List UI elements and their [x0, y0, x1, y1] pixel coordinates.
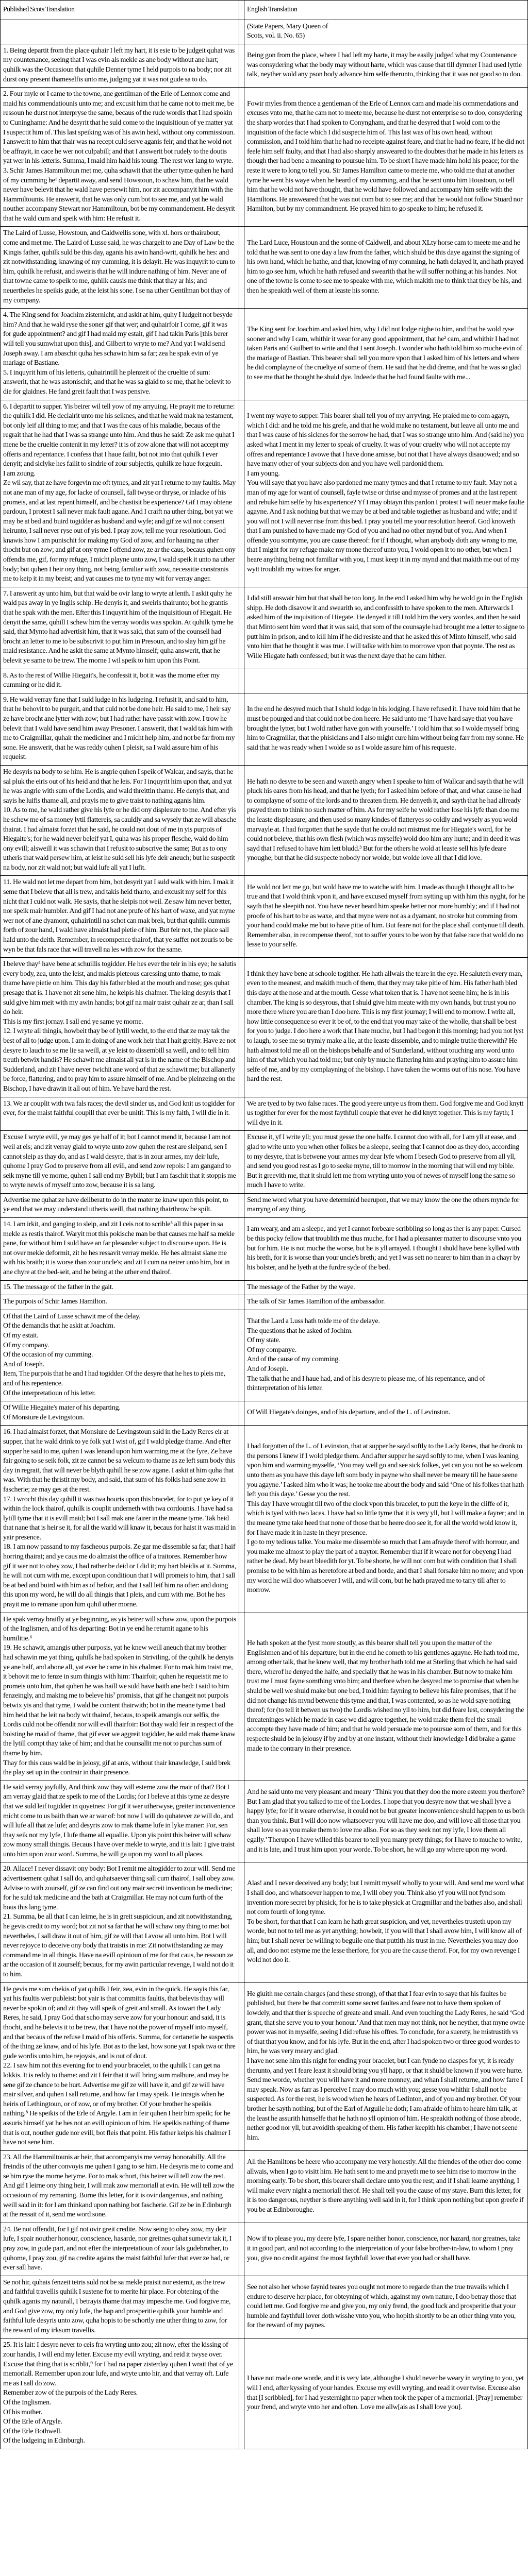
column-separator	[239, 1862, 244, 1982]
english-paragraph: I go to my tedious talke. You make me dissemble so much that I am afrayde therof with horrour, and you make me almost to play the part of a traytor. Remember that if it weare not for obeyeng I had rather be dead. My heart bleedith for yt. To be shorte, he will not com but with condition that I shall promise to be with him as heretofore at bed and borde, and that I shall forsake him no more; and vpon my word he will doo whatsoever I will, and will com, but he hath prayed me to tarry till after to morrow.	[247, 1538, 523, 1595]
english-cell	[244, 1193, 528, 1217]
english-paragraph: The talk that he and I haue had, and of his desyre to please me, of his repentance, and of thinterpretation of his letter.	[247, 1375, 485, 1393]
table-row	[1, 958, 528, 1097]
scots-paragraph: Of the Erle of Argyle.	[3, 2418, 62, 2426]
scots-paragraph: And of Joseph.	[3, 1360, 44, 1368]
scots-paragraph: He gevis me sum chekis of yat quhilk I feir, zea, evin in the quick. He sayis this far, yat his faultis wer publeist: bot yair is that committis faultis, that belevis thay will never be spokin of; and zit thay will speik of greit and small. As towart the Lady Reres, he said, I pray God that scho may serve zow for your honour: and said, it is thocht, and he belevis it to be trew, that I have not the power of myself into myself, and that becaus of the refuse I maid of his offeris. Summa, for certanetie he suspectis of the thing ze knaw, and of his lyfe. Bot as to the last, how sone yat I spak twa or thre gude wordis unto him, he rejoysis, and is out of dout.	[3, 1985, 236, 2060]
scots-paragraph: 16. I had almaist forzet, that Monsiure de Levingstoun said in the Lady Reres eir at supper, that he wald drink to ye folk yat I wist of, gif I wald pledge thame. And efter supper he said to me, quhen I was lenand upon him warming me at the fyre, Ze have fair going to se seik folk, zit ze cannot be sa welcum to thame as ze left sum body this day in regrait, that will never be blyth quhill he se zow agane. I askit at him quha that was. With that he thristit my body, and said, that sum of his folkis had sene zow in fascherie; ze may ges at the rest.	[3, 1428, 235, 1494]
scots-paragraph: 4. The King send for Joachim zisternicht, and askit at him, quhy I ludgeit not besyde him? And that he wald ryse the soner gif that wer; and quhairfoir I come, gif it was for gude appointment? and gif I had maid my estait, gif I had takin Paris [this berer will tell you sumwhat upon this], and Gilbert to wryte to me? And yat I wald send Joseph away. I am abaschit quha hes schawin him sa far; zea he spak evin of ye mariage of Bastiane.	[3, 311, 233, 367]
scots-paragraph: Of the Inglismen.	[3, 2398, 52, 2406]
scots-paragraph: Of the Erle Bothwell.	[3, 2427, 62, 2435]
scots-cell	[1, 1781, 239, 1862]
table-row	[1, 876, 528, 958]
english-cell	[244, 1097, 528, 1131]
table-row	[1, 1401, 528, 1426]
english-cell	[244, 309, 528, 400]
scots-paragraph: Thay for this caus wald be in jelosy, gif at anis, without thair knawledge, I suld brek the play set up in the contrair in thair presence.	[3, 1759, 230, 1777]
column-separator	[239, 1, 244, 20]
scots-paragraph: 25. It is lait: I desyre never to ceis fra wryting unto zou; zit now, efter the kissing of zour handis, I will end my letter. Excuse my evill wryting, and reid it twyse over. Excuse that thing that is scriblit,⁹ for I had na paper zisterday quhen I wrait that of ye memoriall. Remember upon zour lufe, and wryte unto hir, and that verray oft. Lufe me as I sall do zow.	[3, 2341, 233, 2387]
scots-cell	[1, 2338, 239, 2449]
table-row	[1, 1280, 528, 1295]
english-cell	[244, 2276, 528, 2338]
english-paragraph: The message of the Father by the waye.	[247, 1283, 355, 1291]
english-paragraph: The King sent for Joachim and asked him, why I did not lodge nighe to him, and that he wold ryse sooner and why I cam, whithir it wear for any good appointment, that he² cam, and whithir I had not taken Paris and Guilbert to write and that I sent Joseph. I wonder who hath told him so muche evin of the mariage of Bastian. This bearer shall tell you more vpon that I asked him of his letters and where he did complayne of the crueltye of some of them. He said that he did dreme, and that he was so glad to see me that he thought he shuld dye. Indeede that he had found faulte with me...	[247, 326, 522, 382]
scots-paragraph: Of the demandis that he askit at Joachim.	[3, 1322, 116, 1330]
column-separator	[239, 88, 244, 227]
scots-paragraph: Of the interpretatioun of his letter.	[3, 1389, 96, 1397]
table-row	[1, 1295, 528, 1310]
scots-cell	[1, 2276, 239, 2338]
scots-cell	[1, 400, 239, 587]
table-row	[1, 1781, 528, 1862]
scots-paragraph: 17. I wrocht this day quhill it was twa houris upon this bracelet, for to put ye key of it within the lock thairof, quhilk is couplit underneth with twa cordounis. I have had sa lytill tyme that it is evill maid; bot I sall mak ane fairer in the meane tyme. Tak heid that nane that is heir se it, for all the warld will knaw it, becaus for haist it was maid in yair presence.	[3, 1495, 236, 1541]
english-paragraph: He hath no desyre to be seen and waxeth angry when I speake to him of Wallcar and sayth that he will pluck his eares from his head, and that he lyeth; for I asked him before of that, and what cause he had to complayne of some of the lords and to threaten them. He denyeth it, and sayth that he had allready prayed them to think no such matter of him. As for my selfe he wold rather lose his lyfe than doo me the leaste displeasure; and then used so many kindes of flatteryes so coldly and wysely as you wold marvayle at. I had forgotten that he sayde that he could not mistrust me for Hiegate's word, for he could not beleve, that his own flesh (which was myselfe) wold doo him any hurte; and in deed it was sayd that I refused to have him lett bludd.³ But for the others he wold at leaste sell his lyfe deare ynoughe; but that he did suspecte nobody nor wolde, but wolde love all that I did love.	[247, 777, 524, 862]
scots-paragraph: Of my estait.	[3, 1332, 39, 1340]
scots-paragraph: 7. I answerit ay unto him, but that wald be ovir lang to wryte at lenth. I askit quhy he wald pas away in ye Inglis schip. He denyis it, and sweiris thairunto; bot he grantis that he spak with the men. Efter this I inquyrit him of the inquisitioun of Hiegait. He denyit the same, quhill I schew him the verray wordis was spokin. At quhilk tyme he said, that Mynto had advertisit him, that it was said, that sum of the counsell had brocht an letter to me to be subscrivit to put him in Presoun, and to slay him gif he maid resistance. And he askit the same at Mynto himself; quha answerit, that he belevit ye same to be trew. The morne I wil speik to him upon this Point.	[3, 589, 234, 665]
english-cell	[244, 227, 528, 309]
scots-cell	[1, 1218, 239, 1281]
english-cell	[244, 1310, 528, 1401]
english-paragraph: The questions that he asked of Jochim.	[247, 1327, 353, 1335]
column-separator	[239, 2223, 244, 2276]
scots-cell	[1, 693, 239, 765]
scots-paragraph: 12. I wryte all thingis, howbeit thay be of lytill wecht, to the end that ze may tak the best of all to judge upon. I am in doing of ane work heir that I hait greitly. Have ze not desyre to lauch to se me lie sa weill, at ye leist to dissembill sa weill, and to tell him treuth betwix handis? He schawit me almaist all yat is in the name of the Bischop and Sudderland, and zit I have never twichit ane word of that ze schawit me; but allanerly be force, flattering, and to pray him to assure himself of me. And be pleinzeing on the Bischop, I have drawin it all out of him. Ye have hard the rest.	[3, 1027, 236, 1093]
english-cell	[244, 1295, 528, 1310]
scots-cell	[1, 1401, 239, 1426]
scots-paragraph: Of that the Laird of Lusse schawit me of the delay.	[3, 1312, 141, 1320]
scots-paragraph: Excuse I wryte evill, ye may ges ye half of it; bot I cannot mend it, because I am not weil at eis; and zit verray glaid to wryte unto zow quhen the rest are sleipand, sen I cannot sleip as thay do, and as I wald desyre, that is in zour armes, my deir lufe, quhome I pray God to preserve from all evill, and send zow repois: I am gangand to seik myne till ye morne, quhen I sall end my Bybill; but I am faschit that it stoppis me to wryte newis of myself unto zow, because it is sa lang.	[3, 1133, 236, 1190]
scots-paragraph: Item, The purpois that he and I had togidder. Of the desyre that he hes to pleis me, and of his repentence.	[3, 1370, 225, 1387]
scots-cell	[1, 1131, 239, 1194]
column-separator	[239, 1781, 244, 1862]
column-separator	[239, 1401, 244, 1426]
english-paragraph: He wold not lett me go, but wold have me to watche with him. I made as though I thought all to be true and that I wold think vpon it, and have excused myself from sytting up with him this nyght, for he sayth that he sleepith not. You have never heard him speake better nor more humbly; and if I had not proofe of his hart to be as waxe, and that myne were not as a dyamant, no stroke but comming from your hand could make me but to have pitie of him. But feare not for the place shall contynue till death. Remember also, in recompense therof, not to suffer yours to be won by that false race that wold do no lesse to your selfe.	[247, 883, 525, 949]
english-paragraph: I did still answair him but that shall be too long. In the end I asked him why he wold go in the English shipp. He doth disavow it and swearith so, and confessith to have spoken to the men. Afterwards I asked him of the inquisition of Hiegate. He denyed it till I told him the very wordes, and then he said that Minto sent him word that it was said, that som of the counsayle had brought me a letter to signe to putt him in prison, and to kill him if he did resiste and that he asked this of Minto himself, who said vnto him that he thought it was true. I will talke with him to morrowe vpon that poynte. The rest as Wille Hiegate hath confessed; but it was the next daye that he cam hither.	[247, 595, 525, 660]
scots-paragraph: 19. He schawit, amangis uther purposis, yat he knew weill aneuch that my brother had schawin me yat thing, quhilk he had spoken in Striviling, of the quhilk he denyis ye ane half, and abone all, yat ever he came in his chalmer. For to mak him traist me, it behovit me to fenze in sum thingis with him: Thairfoir, quhen he requeistit me to promeis unto him, that quhen he was haill we suld have baith ane bed: I said to him fenzeingly, and making me to beleve his⁷ promisis, that gif he changeit not purpois betwix yis and that tyme, I wald be content thairwith; bot in the meane tyme I bad him heid that he leit na body wit thairof, becaus, to speik amangis our selfis, the Lordis culd not be offendit nor will evill thairfoir: Bot thay wald feir in respect of the boisting he maid of thame, that gif ever we aggreit togidder, he suld mak thame knaw the lytill compt thay take of him; and that he counsallit me not to purchas sum of thame by him.	[3, 1644, 236, 1757]
scots-paragraph: 10. As to me, he wald rather give his lyfe or he did ony displesure to me. And efter yis he schew me of sa money lytil flattereis, sa cauldly and sa wysely that ze will abasche thairat. I had almaist forzet that he said, he could not dout of me in yis purpois of Hiegaite's; for he wald never beleif yat I, quha was his proper flesche, wald do him ony evill; alsweill it was schawin that I refusit to subscrive the same; But as to ony utheris that wald persew him, at leist he suld sell his lyfe deir aneuch; but he suspectit na body, nor zit wald not; but wald lufe all yat I lufit.	[3, 806, 236, 872]
scots-paragraph: Ze wil say, that ze have forgevin me oft tymes, and zit yat I returne to my faultis. May not ane man of my age, for lacke of counsell, fall twyse or thryse, or inlacke of his promeis, and at last repent himself, and be chastisit be experience? Gif I may obtene pardoun, I protest I sall never mak fault agane. And I craift na uther thing, bot yat we may be at bed and buird togidder as husband and wyfe; and gif ze wil not consent heirunto, I sall never ryse out of yis bed. I pray zow, tell me your resolutioun. God knawis how I am punischit for making my God of zow, and for hauing na uther thocht but on zow; and gif at ony tyme I offend zow, ze ar the caus, becaus quhen ony offendis me, gif, for my refuge, I micht playne unto zow, I wald speik it unto na uther body; bot quhen I heir ony thing, not being familiar with zow, necessitie constranis me to keip it in my breist; and yat causes me to tyne my wit for verray anger.	[3, 479, 236, 583]
scots-cell	[1, 2150, 239, 2223]
table-row	[1, 1982, 528, 2150]
column-separator	[239, 2338, 244, 2449]
english-cell	[244, 1131, 528, 1194]
english-paragraph: Excuse it, yf I write yll; you must gesse the one halfe. I cannot doo with all, for I am yll at ease, and glad to write unto you when other folkes be a sleepe, seeing that I cannot doo as they doo, according to my desyre, that is betwene your armes my dear lyfe whom I besech God to preserve from all yll, and send you good rest as I go to seeke myne, till to morrow in the morning that will end my bible. But it greevith me, that it shuld lett me from wryting unto you of newes of myself long the same so much I have to write.	[247, 1133, 519, 1190]
scots-paragraph: I am zoung.	[3, 469, 36, 478]
scots-cell	[1, 1310, 239, 1401]
table-row	[1, 2276, 528, 2338]
english-cell	[244, 669, 528, 693]
english-paragraph: See not also her whose faynid teares you ought not more to regarde than the true travails which I endure to deserve her place, for obteyning of which, against my own nature, I doo betray those that could lett me. God forgive me and give you, my only frend, the good luck and prosperitie that your humble and faythfull lover doth wisshe vnto you, who hopith shortly to be an other thing vnto you, for the reward of my paynes.	[247, 2283, 516, 2330]
scots-paragraph: 5. I inquyrit him of his letteris, quhairintill he plenzeit of the crueltie of sum: answerit, that he was astonischit, and that he was sa glaid to se me, that he belevit to die for glaidnes. He fand greit fault that I was pensive.	[3, 368, 231, 396]
column-separator	[239, 1982, 244, 2150]
english-cell	[244, 1280, 528, 1295]
column-separator	[239, 400, 244, 587]
scots-paragraph: The Laird of Lusse, Howstoun, and Caldwellis sone, with xl. hors or thairabout, come and met me. The Laird of Lusse said, he was chargeit to ane Day of Law be the Kingis father, quhilk suld be this day, aganis his awin hand-writ, quhilk he hes: and zit notwithstanding, knawing of my cumming, it is delayit. He was inquyrit to cum to him, quhilk he refusit, and sweiris that he will indure nathing of him. Never ane of that towne came to speik to me, quhilk causis me think that thay ar his; and neuertheles he speikis gude, at the leist his sone. I se na uther Gentilman bot thay of my company.	[3, 229, 235, 304]
scots-cell	[1, 587, 239, 669]
table-row	[1, 2223, 528, 2276]
table-header-row	[1, 1, 528, 20]
english-cell	[244, 587, 528, 669]
english-paragraph: I have not sene him this night for ending your bracelet, but I can fynde no claspes for yt; it is ready therunto, and yet I feare least it should bring you yll happ, or that it shuld be known if you were hurte. Send me worde, whether you will have it and more monney, and whan I shall returne, and how farre I may speak. Now as farr as I perceive I may doo much with you; gesse you whithir I shall not be suspected. As for the rest, he is wood when he hears of Ledinton, and of you and my brother. Of your brother he sayth nothing, but of the Earl of Arguile he doth; I am afraide of him to heare him talk, at the least he assurith himselfe that he hath no yll opinion of him. He speakith nothing of those abrode, nether good nor yll, but avoidith speaking of them. His father keepith his chamber; I have not seene him.	[247, 2057, 523, 2142]
scots-paragraph: 6. I departit to supper. Yis beirer wil tell yow of my arryuing. He prayit me to returne: the quhilk I did. He declairit unto me his seiknes, and that he wald mak na testament, bot only leif all thing to me; and that I was the caus of his maladie, becaus of the regrait that he had that I was sa strange unto him. And thus he said: Ze ask me quhat I mene be the crueltie contenit in my letter? it is of zow alone that will not accept my offeris and repentance. I confess that I haue failit, bot not into that quhilk I ever denyit; and siclyke hes failit to sindrie of zour subjectis, quhilk ze haue forgeuin.	[3, 402, 235, 468]
scots-paragraph: 9. He wald verray fane that I suld ludge in his ludgeing. I refusit it, and said to him, that he behovit to be purgeit, and that culd not be done heir. He said to me, I heir say ze have brocht ane lytter with zow; but I had rather have passit with zow. I trow he belevit that I wald have send him away Presoner. I answerit, that I wald tak him with me to Craigmillar, quhair the mediciner and I micht help him, and not be far from my sone. He answerit, that he was reddy quhen I pleisit, sa I wald assure him of his requeist.	[3, 696, 235, 761]
english-paragraph: Send me word what you have determinid heerupon, that we may know the one the others mynde for marryng of any thing.	[247, 1196, 520, 1214]
english-paragraph: We are tyed to by two false races. The good yeere untye us from them. God forgive me and God knytt us togither for ever for the most faythfull couple that ever he did knytt together. This is my fayth; I will dye in it.	[247, 1099, 524, 1127]
column-separator	[239, 669, 244, 693]
english-paragraph: Scots, vol. ii. No. 65)	[247, 32, 305, 40]
english-paragraph: In the end he desyred much that I shuld lodge in his lodging. I have refused it. I have told him that he must be pourged and that could not be don heere. He said unto me ‘I have hard saye that you have brought the lytter, but I wold rather have gon with yourselfe.’ I told him that so I wolde myself bring him to Cragmillar, that the phisicians and I also might cure him without being farr from my sonne. He said that he was ready when I wolde so as I wolde assure him of his requeste.	[247, 705, 524, 752]
english-cell	[244, 1862, 528, 1982]
column-separator	[239, 958, 244, 1097]
column-separator	[239, 1613, 244, 1781]
scots-cell	[1, 1426, 239, 1613]
english-cell	[244, 2150, 528, 2223]
column-separator	[239, 227, 244, 309]
english-paragraph: I have not made one worde, and it is very late, althoughe I shuld never be weary in wryting to you, yet will I end, after kyssing of your handes. Excuse my evill wryting, and read it over twise. Excuse also that [I scribbled], for I had yesternight no paper when took the paper of a memorial. [Pray] remember your frend, and wryte vnto her and often. Love me allw[ais as I shall love you].	[247, 2375, 524, 2412]
table-row	[1, 1193, 528, 1217]
english-paragraph: The talk of Sir James Hamilton of the ambassador.	[247, 1298, 385, 1306]
table-row	[1, 400, 528, 587]
column-separator	[239, 2276, 244, 2338]
scots-paragraph: 15. The message of the father in the gait.	[3, 1283, 113, 1291]
scots-paragraph: 20. Allace! I never dissavit ony body: Bot I remit me altogidder to zour will. Send me advertisement quhat I sall do, and quhatsaever thing sall cum thairof, I sall obey zow. Advise to with zourself, gif ze can find out ony mair secreit inventioun be medicine; for he suld tak medicine and the bath at Craigmillar. He may not cum furth of the hous this lang tyme.	[3, 1865, 236, 1911]
column-separator	[239, 309, 244, 400]
english-cell	[244, 88, 528, 227]
english-paragraph: Of my state.	[247, 1336, 280, 1345]
scots-cell	[1, 227, 239, 309]
table-row	[1, 2150, 528, 2223]
english-cell	[244, 1218, 528, 1281]
english-paragraph: I had forgotten of the L. of Levinston, that at supper he sayd softly to the Lady Reres, that he dronk to the persons I knew if I wold pledge them. And after supper he sayd softly to me, when I was leaning vpon him and warming myselfe, ‘You may well go and see sick folkes, yet can you not be so welcom unto them as you have this daye left som body in payne who shall never be meary till he haue seene you agayne.’ I asked him who it was; he tooke me about the body and said ‘One of his folkes that hath left you this daye.’ Gesse you the rest.	[247, 1443, 524, 1499]
english-cell	[244, 1781, 528, 1862]
english-paragraph: I am weary, and am a sleepe, and yet I cannot forbeare scribbling so long as ther is any paper. Cursed be this pocky fellow that troublith me thus muche, for I had a pleasanter matter to discourse vnto you but for him. He is not muche the worse, but he is yll arrayed. I thought I shuld have bene kylled with his breth, for it is worse than your uncle's breth; and yet I was sett no nearer to him than in a chayr by his bolster, and he lyeth at the furdre syde of the bed.	[247, 1225, 521, 1272]
table-row	[1, 2338, 528, 2449]
scots-paragraph: Se not hir, quhais fenzeit teiris suld not be sa mekle praisit nor estemit, as the trew and faithful travellis quhilk I sustene for to merite hir place. For obtening of the quhilk aganis my naturall, I betrayis thame that may impesche me. God forgive me, and God give zow, my only lufe, the hap and prosperitie quhilk your humble and faithful lufe desyris unto zow, quha hopis to be schortly ane uther thing to zow, for the reward of my irksum travellis.	[3, 2278, 231, 2334]
table-row	[1, 1310, 528, 1401]
table-row	[1, 1131, 528, 1194]
scots-cell	[1, 1097, 239, 1131]
english-cell	[244, 400, 528, 587]
english-paragraph: I went my waye to supper. This bearer shall tell you of my arryving. He praied me to com agayn, which I did: and he told me his grefe, and that he wold make no testament, but leave all unto me and that I was cause of his sicknes for the sorrow he had, that I was so strange unto him. And (said he) you asked what I ment in my letter to speak of cruelty. It was of your cruelty who will not accepte my offres and repentance I avowe that I have done amisse, but not that I have always disauowed; and so have many other of your subjects don and you have well pardonid them.	[247, 412, 524, 468]
scots-paragraph: 3. Schir James Hammiltoun met me, quha schawit that the uther tyme quhen he hard of my cumming he¹ departit away, and send Howstoun, to schaw him, that he wald never have belevit that he wald have persewit him, nor zit accompanyit him with the Hammiltounis. He answerit, that he was only cum bot to see me, and yat he wald nouther accompany Stewart nor Hammiltoun, bot be my commandement. He desyrit that he wald cum and speik with him: He refusit it.	[3, 166, 235, 223]
column-separator	[239, 1193, 244, 1217]
column-separator	[239, 1131, 244, 1194]
scots-paragraph: He desyris na body to se him. He is angrie quhen I speik of Walcar, and sayis, that he sal pluk the eiris out of his heid and that he leis. For I inquyrit him upon that, and yat he was angrie with sum of the Lordis, and wald threittin thame. He denyis that, and sayis he luifis thame all, and prayis me to give traist to nathing aganis him.	[3, 768, 234, 805]
english-paragraph: Now if to please you, my deere lyfe, I spare neither honor, conscience, nor hazard, nor greatnes, take it in good part, and not according to the interpretation of your false brother-in-law, to whom I pray you, give no credit against the most faythfull lover that ever you had or shall have.	[247, 2235, 521, 2262]
scots-paragraph: 13. We ar couplit with twa fals races; the devil sinder us, and God knit us togidder for ever, for the maist faithful coupill that ever be unitit. This is my faith, I will die in it.	[3, 1099, 235, 1117]
scots-paragraph: Advertise me quhat ze have deliberat to do in the mater ze knaw upon this point, to ye end that we may understand utheris weill, that nathing thairthrow be spilt.	[3, 1196, 228, 1214]
table-row	[1, 1218, 528, 1281]
scots-paragraph: I beleve thay⁴ have bene at schuillis togidder. He hes ever the teir in his eye; he salutis every body, zea, unto the leist, and makis pieteous caressing unto thame, to mak thame have pietie on him. This day his father bled at the mouth and nose; ges quhat presage that is. I have not zit sene him, he keipis his chalmer. The king desyris that I suld give him meit with my awin handis; bot gif na mair traist quhair ze ar, than I sall do heir.	[3, 960, 236, 1016]
table-row	[1, 20, 528, 44]
english-cell	[244, 876, 528, 958]
column-separator	[239, 1426, 244, 1613]
scots-paragraph: 2. Four myle or I came to the towne, ane gentilman of the Erle of Lennox come and maid his commendatiounis unto me; and excusit him that he came not to meit me, be ressoun he durst not interpryse the same, becaus of the rude wordis that I had spokin to Cuninghame: And he desyrit that he suld come to the inquisitioun of ye matter yat I suspectit him of. This last speiking was of his awin heid, without ony commissioun.	[3, 90, 235, 137]
scots-paragraph: 18. I am now passand to my fascheous purpois. Ze gar me dissemble sa far, that I haif horring thairat; and ye caus me do almaist the office of a traitores. Remember how gif it wer not to obey zow, I had rather be deid or I did it; my hart bleidis at it. Summa, he will not cum with me, except upon conditioun that I will promeis to him, that I sall be at bed and buird with him as of befoir, and that I sall leif him na ofter: and doing this upon my word, he will do all thingis that I pleis, and cum with me. Bot he hes prayit me to remane upon him quhil uther morne.	[3, 1543, 236, 1609]
english-paragraph: This day I have wrought till two of the clock vpon this bracelet, to putt the keye in the cliffe of it, which is tyed with two laces. I have had so little tyme that it is very yll, but I will make a fayrer; and in the meane tyme take heed that none of those that be heere doo see it, for all the world wold know it, for I have made it in haste in theyr presence.	[247, 1500, 524, 1537]
table-row	[1, 693, 528, 765]
scots-cell	[1, 44, 239, 87]
scots-paragraph: I answerit to him that thair was na recept culd serve aganis feir; and that he wold not be affrayit, in cace he wer not culpabill; and that I answerit bot rudely to the doutis yat wer in his letteris. Summa, I maid him hald his toung. The rest wer lang to wryte.	[3, 138, 234, 165]
scots-paragraph: Of the occasion of my cumming.	[3, 1351, 93, 1359]
table-row	[1, 88, 528, 227]
english-paragraph: Fowir myles from thence a gentleman of the Erle of Lennox cam and made his commendations and excuses vnto me, that he cam not to meete me, because he durst not enterprise so to doo, consydering the sharp wordes that I had spoken to Conyngham, and that he desyred that I wold com to the inquisition of the facte which I did suspecte him of. This last was of his own head, without commission, and I told him that he had no receipte against feare, and that he had no feare, if he did not feele him self faulty, and that I had also sharply answeared to the doubtes that he made in his letters as though ther had bene a meaning to poursue him. To be short I have made him hold his peace; for the reste it were to long to tell you. Sir James Hamilton came to meete me, who told me that at another tyme he went his waye when he heard of my comming, and that he sent unto him Houstoun, to tell him that he wold not have thought, that he wold have followed and accompany him selfe with the Hamiltons. He answeared that he was not com but to see me; and that he would not follow Stuard nor Hamilton, but by my commandment. He prayed him to go speake to him; he refused it.	[247, 99, 524, 213]
scots-cell	[1, 1982, 239, 2150]
scots-cell	[1, 876, 239, 958]
scots-paragraph: He said verray joyfully, And think zow thay will esteme zow the mair of that? Bot I am verray glaid that ze speik to me of the Lordis; for I beleve at this tyme ze desyre that we suld leif togidder in quyetnes: For gif it wer utherwyse, greiter inconvenience micht come to us baith than we ar war of: bot now I will do quhatever ze will do, and will lufe all that ze lufe; and desyris zow to mak thame lufe in lyke maner: For, sen thay seik not my lyfe, I lufe thame all equallie. Upon yis point this beirer will schaw zow mony small thingis. Becaus I have over mekle to wryte, and it is lait: I give traist unto him upon zour word. Summa, he will ga upon my word to all places.	[3, 1783, 235, 1858]
english-cell	[244, 20, 528, 44]
english-paragraph: (State Papers, Mary Queen of	[247, 22, 328, 30]
table-body	[1, 1, 528, 2449]
scots-paragraph: 1. Being departit from the place quhair I left my hart, it is esie to be judgeit quhat was my countenance, seeing that I was evin als mekle as ane body without ane hart; quhilk was the Occasioun that quhile Denner tyme I held purpois to na body; nor zit durst ony present thameselfis unto me, judging yat it was not gude sa to do.	[3, 46, 235, 83]
column-separator	[239, 44, 244, 87]
english-paragraph: I am young.	[247, 469, 280, 478]
english-cell	[244, 1982, 528, 2150]
scots-paragraph: Of the ludgeing in Edinburgh.	[3, 2437, 85, 2445]
scots-paragraph: Of Willie Hiegaite's mater of his departing.	[3, 1404, 121, 1412]
english-paragraph: Alas! and I never deceived any body; but I remitt myself wholly to your will. And send me word what I shall doo, and whatsoever happen to me, I will obey you. Think also yf you will not fynd som invention more secret by phisick, for he is to take physick at Cragmillar and the bathes also, and shall not com fourth of long tyme.	[247, 1879, 524, 1917]
column-separator	[239, 587, 244, 669]
english-cell	[244, 44, 528, 87]
column-separator	[239, 876, 244, 958]
table-row	[1, 44, 528, 87]
scots-cell	[1, 669, 239, 693]
scots-cell	[1, 1295, 239, 1310]
english-paragraph: Of my companye.	[247, 1346, 296, 1354]
table-row	[1, 1613, 528, 1781]
scots-paragraph: 22. I saw him not this evening for to end your bracelet, to the quhilk I can get na lokkis. It is reddy to thame: and zit I feir that it will bring sum malhure, and may be sene gif ze chance to be hurt. Advertise me gif ze will have it, and gif ze will have mair silver, and quhen I sall returne, and how far I may speik. He inragis when he heiris of Lethingtoun, or of zow, or of my brother. Of your brother he speikis nathing.⁸ He speikis of the Erle of Argyle. I am in feir quhen I heir him speik; for he assuris himself yat he hes not an evill opinioun of him. He speikis nathing of thame that is out, nouther gude nor evill, bot fleis that point. His father keipis his chalmer I have not sene him.	[3, 2062, 231, 2147]
english-paragraph: To be short, for that that I can learn he hath great suspicion, and yet, nevertheles trusteth upon my worde, but not to tell me as yet anything; howbeit, if you will that I shall avow him, I will know all of him; but I shall never be willing to beguile one that puttith his trust in me. Nevertheles you may doo all, and doo not estyme me the lesse therfore, for you are the cause therof. For, for my own revenge I wold not doo it.	[247, 1918, 522, 1964]
english-paragraph: Being gon from the place, where I had left my harte, it may be easily judged what my Countenance was consydering what the body may without harte, which was cause that till dymner I had used lyttle talk, neyther wold any pson body advance him selfe therunto, thinking that it was not good so to doo.	[247, 52, 522, 79]
english-paragraph: That the Lard a Luss hath tolde me of the delaye.	[247, 1317, 380, 1326]
english-paragraph: You will saye that you have also pardoned me many tymes and that I returne to my fault. May not a man of my age for want of counsell, fayle twise or thrise and mysse of promes and at the last repent and rebuke him selfe by his experience? Yf I may obtayn this pardon I protest I will neuer make faulte agayne. And I ask nothing but that we may be at bed and table togiether as husband and wife; and if you will not I will never rise from this bed. I pray you tell me your resolution heerof. God knoweth that I am punished to have made my God of you and had no other mynd but of you. And when I offende you somtyme, you are cause thereof: for if I thought, whan anybody doth any wrong to me, that I might for my refuge make my mone thereof unto you, I wold open it to no other, but when I heare anything being not familiar with you, I must keep it in my mynd and that makith me out of my wytt troublith my wittes for anger.	[247, 479, 524, 573]
english-paragraph: I think they have bene at schoole togither. He hath allwais the teare in the eye. He saluteth every man, even to the meanest, and makith much of them, that they may take pitie of him. His father hath bled this daye at the nose and at the mouth. Gesse what token that is. I have not seene him; he is in his chamber. The king is so desyrous, that I shuld give him meate with my own hands, but trust you no more there where you are than I doo here. This is my first journay; I will end to morrow. I write all, how little consequence so ever it be of, to the end that you may take of the wholle, that shall be best for you to judge. I doo here a work that I hate muche, but I had begon it this morning; had you not lyst to laugh, to see me so trymly make a lie, at the leaste dissemble, and to mingle truthe therewith? He hath almost told me all on the bishops behalfe and of Sunderland, without touching any word unto him of that which you had told me; but only by muche flattering him and praying him to assure him selfe of me, and by my complayning of the bishop. I have taken the worms out of his nose. You have hard the rest.	[247, 970, 523, 1083]
scots-paragraph: Of my company.	[3, 1341, 50, 1349]
scots-cell	[1, 958, 239, 1097]
english-cell	[244, 1613, 528, 1781]
scots-cell	[1, 1613, 239, 1781]
english-cell	[244, 1426, 528, 1613]
english-cell	[244, 693, 528, 765]
table-row	[1, 765, 528, 876]
column-separator	[239, 765, 244, 876]
table-row	[1, 309, 528, 400]
table-row	[1, 227, 528, 309]
english-cell	[244, 2338, 528, 2449]
english-paragraph: Of Will Hiegate's doinges, and of his departure, and of the L. of Levinston.	[247, 1409, 451, 1417]
header-scots-translation: Published Scots Translation	[1, 1, 239, 20]
english-paragraph: He giuith me certain charges (and these strong), of that that I fear evin to saye that his faultes be published, but there be that committ some secret faultes and feare not to have them spoken of lowdely, and that ther is speeche of greate and small. And even touching the Lady Reres, he said ‘God grant, that she serve you to your honour.’ And that men may not think, nor he neyther, that myne owne power was not in myselfe, seeing I did refuse his offres. To conclude, for a suerety, he mistrustith vs of that that you know, and for his lyfe. But in the end, after I had spoken two or three good wordes to him, he was very meary and glad.	[247, 1990, 525, 2056]
scots-paragraph: 24. Be not offendit, for I gif not ovir greit credite. Now seing to obey zow, my deir lufe, I spair nouther honour, conscience, hasarde, nor greitnes quhat sumevir tak it, I pray zow, in gude part, and not efter the interpretatioun of zour fals gudebrother, to quhome, I pray zou, gif na credite agains the maist faithful lufer that ever ze had, or ever sall have.	[3, 2225, 232, 2272]
english-cell	[244, 765, 528, 876]
table-row	[1, 1097, 528, 1131]
scots-paragraph: Remember zow of the purpois of the Lady Reres.	[3, 2389, 138, 2397]
column-separator	[239, 1295, 244, 1310]
scots-paragraph: This is my first jornay. I sall end ye same ye morne.	[3, 1018, 143, 1026]
english-paragraph: He hath spoken at the fyrst more stoutly, as this bearer shall tell you upon the matter of the Englishmen and of his departure; but in the end he cometh to his gentlenes agayne. He hath told me, among other talk, that he knew well, that my brother hath told me at Sterling that which he had said there, wherof he denyed the halfe, and specially that he was in his chamber. But now to make him trust me I must fayne somthing vnto him; and therfore when he desyred me to promise that when he shuld be well we shuld make but one bed, I told him fayning to believe his faire promises, that if he did not change his mynd betwene this tyme and that, I was contented, so as he wold saye nothing therof; for (to tell it betwen us two) the Lordis wished no yll to him, but did feare lest, consydering the threateninges which he made in case we did agree together, he wold make them feel the small accompte they have made of him; and that he wold persuade me to poursue som of them, and for this respecte shuld be in jelousy if by and by at one instant, without their knowledge I did brake a game made to the contrary in their presence.	[247, 1639, 524, 1753]
english-paragraph: All the Hamiltons be heere who accompany me very honestly. All the friendes of the other doo come allwais, when I go to visitt him. He hath sent to me and prayeth me to see him rise to morrow in the morning early. To be short, this bearer shall declare unto you the rest; and if I shall learne anything, I will make every night a memoriall therof. He shall tell you the cause of my staye. Burn this letter, for it is too dangerous, neyther is there anything well said in it, for I think upon nothing but upon greefe if you be at Edinboroughe.	[247, 2158, 524, 2214]
scots-cell	[1, 309, 239, 400]
english-paragraph: And he said unto me very pleasant and meary ‘Think you that they doo the more esteem you therfore? But I am glad that you talked to me of the Lordes. I hope that you desyre now that we shall lyve a happy lyfe; for if it weare otherwise, it could not be but greater inconvenience shuld happen to us both than you think. But I will doo now whatsoever you will have me doo, and will love all those that you shall love so as you make them to love me allso. For so as they seek not my lyfe, I love them all egally.’ Therupon I have willed this bearer to tell you many prety things; for I have to muche to write, and it is late, and I trust him upon your worde. To be short, he will go any where upon my word.	[247, 1788, 525, 1854]
table-row	[1, 1426, 528, 1613]
scots-cell	[1, 1193, 239, 1217]
scots-cell	[1, 20, 239, 44]
table-row	[1, 669, 528, 693]
english-cell	[244, 958, 528, 1097]
scots-paragraph: 11. He wald not let me depart from him, bot desyrit yat I suld walk with him. I mak it seme that I beleve that all is trew, and takis heid tharto, and excusit my self for this nicht that I culd not walk. He sayis, that he sleipis not weil. Ze saw him never better, nor speik mair humbler. And gif I had not ane prufe of his hart of waxe, and yat myne wer not of ane dyamont, quhairintill na schot can mak brek, but that quhilk cummis forth of zour hand, I wald have almaist had pietie of him. But feir not, the place sall hald unto the deith. Remember, in recompence thairof, that ye suffer not zouris to be wyn be that fals race that will travell na les with zow for the same.	[3, 878, 235, 954]
english-cell	[244, 1401, 528, 1426]
column-separator	[239, 693, 244, 765]
english-paragraph: And of Joseph.	[247, 1365, 288, 1374]
scots-cell	[1, 1862, 239, 1982]
scots-paragraph: 14. I am irkit, and ganging to sleip, and zit I ceis not to scrible⁵ all this paper in sa mekle as restis thairof. Waryit mot this pokische man be that causes me haif sa mekle pane, for without him I suld have an far plesander subject to discourse upon. He is not over mekle deformit, zit he hes ressavit verray mekle. He hes almaist slane me with his braith; it is worse than zour uncle's; and zit I cum na neirer unto him, bot in ane chyre at the bed-seit, and he being at the uther end thairof.	[3, 1221, 235, 1277]
scots-paragraph: Of his mother.	[3, 2408, 42, 2416]
scots-paragraph: Of Monsiure de Levingstoun.	[3, 1413, 85, 1421]
scots-cell	[1, 1280, 239, 1295]
column-separator	[239, 1310, 244, 1401]
scots-paragraph: 23. All the Hammiltounis ar heir, that accompanyis me verray honorabilly. All the freindis of the uther convoyis me quhen I gang to se him. He desyris me to come and se him ryse the morne betyme. For to mak schort, this beirer will tell zow the rest. And gif I leirne ony thing heir, I will mak zow memoriall at evin. He will tell zow the occasioun of my remaning. Burne this letter, for it is ovir dangerous, and nathing weill said in it: for I am thinkand upon nathing bot fascherie. Gif ze be in Edinburgh at the ressait of it, send me word sone.	[3, 2153, 235, 2219]
scots-cell	[1, 765, 239, 876]
scots-cell	[1, 2223, 239, 2276]
column-separator	[239, 2150, 244, 2223]
english-cell	[244, 2223, 528, 2276]
scots-cell	[1, 88, 239, 227]
english-paragraph: And of the cause of my comming.	[247, 1355, 340, 1364]
scots-paragraph: 21. Summa, be all that I can leirne, he is in greit suspicioun, and zit notwithstanding, he gevis credit to my word; bot zit not sa far that he will schaw ony thing to me: bot nevertheles, I sall draw it out of him, gif ze will that I avow all unto him. Bot I will never rejoyce to deceive ony body that traistis in me: Zit notwithstanding ze may command me in all thingis. Have na evill opinioun of me for that caus, be ressoun ze ar the occasion of it zourself; becaus, for my awin particular revenge, I wald not do it to him.	[3, 1913, 234, 1978]
header-english-translation: English Translation	[244, 1, 528, 20]
column-separator	[239, 1280, 244, 1295]
column-separator	[239, 20, 244, 44]
scots-paragraph: The purpois of Schir James Hamilton.	[3, 1298, 107, 1306]
scots-paragraph: He spak verray braifly at ye beginning, as yis beirer will schaw zow, upon the purpois of the Inglismen, and of his departing: Bot in ye end he returnit agane to his humilitie.⁶	[3, 1615, 236, 1642]
scots-paragraph: 8. As to the rest of Willie Hiegait's, he confessit it, bot it was the morne efter my cumming or he did it.	[3, 671, 220, 689]
column-separator	[239, 1097, 244, 1131]
table-row	[1, 587, 528, 669]
table-row	[1, 1862, 528, 1982]
english-paragraph: The Lard Luce, Houstoun and the sonne of Caldwell, and about XLty horse cam to meete me and he told that he was sent to one day a law from the father, which shuld be this daye against the signing of his own hand, which he hathe, and that, knowing of my comming, he hath delayed it, and hath prayed him to go see him, which he hath refused and swearith that he will suffer nothing at his handes. Not one of the towne is come to see me to speake with me, which makith me to think that they be his, and then he speakith well of them at leaste his sonne.	[247, 239, 524, 295]
column-separator	[239, 1218, 244, 1281]
